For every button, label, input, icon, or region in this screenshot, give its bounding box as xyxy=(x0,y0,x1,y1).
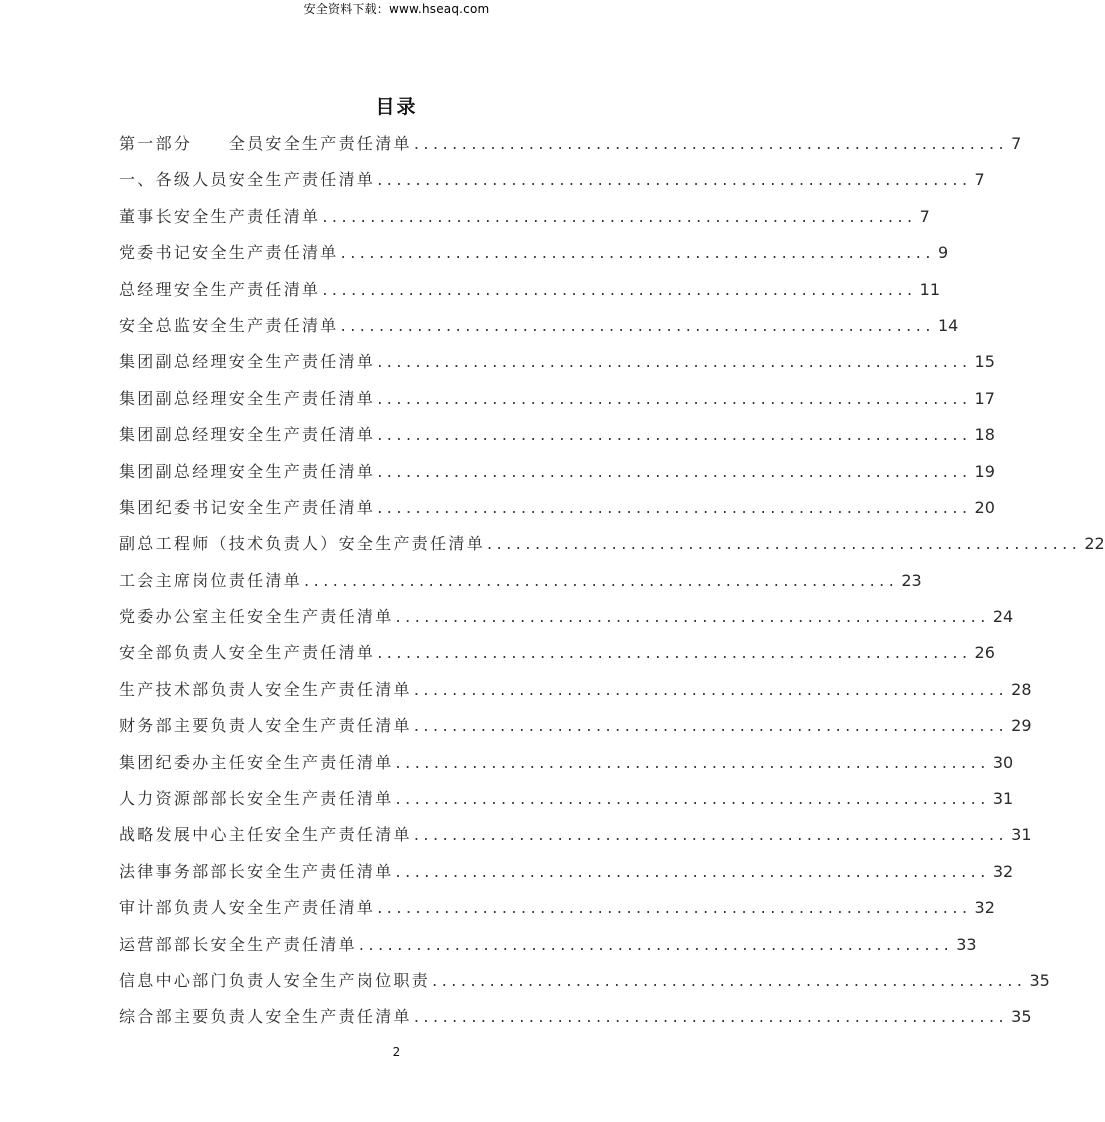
toc-entry-label: 集团副总经理安全生产责任清单 xyxy=(119,388,376,408)
toc-leader-dots: .............................................................. xyxy=(413,679,1009,699)
toc-entry[interactable] xyxy=(119,599,1014,635)
toc-entry-label: 安全总监安全生产责任清单 xyxy=(119,315,339,335)
toc-entry-label: 人力资源部部长安全生产责任清单 xyxy=(119,789,394,809)
toc-leader-dots: .............................................................. xyxy=(377,643,972,663)
toc-entry-page: 11 xyxy=(919,279,940,299)
toc-entry-page: 26 xyxy=(974,643,995,663)
toc-entry-label: 党委书记安全生产责任清单 xyxy=(119,243,339,263)
toc-entry-page: 19 xyxy=(974,461,995,481)
toc-entry[interactable] xyxy=(119,526,1105,562)
toc-leader-dots: .............................................................. xyxy=(395,607,990,627)
toc-leader-dots: .............................................................. xyxy=(304,570,899,590)
toc-entry[interactable] xyxy=(119,854,1014,890)
toc-entry-page: 23 xyxy=(901,570,922,590)
toc-leader-dots: .............................................................. xyxy=(432,970,1027,990)
toc-entry-label: 集团副总经理安全生产责任清单 xyxy=(119,461,376,481)
toc-entry-page: 22 xyxy=(1084,534,1105,554)
toc-entry[interactable] xyxy=(119,126,1022,162)
toc-entry-label: 副总工程师（技术负责人）安全生产责任清单 xyxy=(119,534,486,554)
toc-entry-page: 9 xyxy=(937,243,949,263)
toc-entry[interactable] xyxy=(119,672,1032,708)
toc-entry-label: 集团副总经理安全生产责任清单 xyxy=(119,352,376,372)
toc-entry[interactable] xyxy=(119,490,995,526)
toc-leader-dots: .............................................................. xyxy=(377,352,972,372)
toc-entry[interactable] xyxy=(119,235,949,271)
toc-entry-page: 28 xyxy=(1011,679,1032,699)
toc-entry-label: 审计部负责人安全生产责任清单 xyxy=(119,898,376,918)
toc-entry[interactable] xyxy=(119,999,1032,1035)
toc-entry[interactable] xyxy=(119,381,995,417)
toc-entry[interactable] xyxy=(119,308,959,344)
toc-entry-page: 17 xyxy=(974,388,995,408)
toc-entry-label: 安全部负责人安全生产责任清单 xyxy=(119,643,376,663)
page-number: 2 xyxy=(392,1045,401,1059)
toc-entry[interactable] xyxy=(119,890,995,926)
toc-leader-dots: .............................................................. xyxy=(322,279,917,299)
toc-leader-dots: .............................................................. xyxy=(413,716,1009,736)
toc-leader-dots: .............................................................. xyxy=(377,425,972,445)
toc-entry-page: 24 xyxy=(992,607,1014,627)
toc-entry-page: 31 xyxy=(992,789,1014,809)
toc-entry-label: 信息中心部门负责人安全生产岗位职责 xyxy=(119,970,431,990)
toc-leader-dots: .............................................................. xyxy=(377,461,972,481)
toc-entry[interactable] xyxy=(119,563,922,599)
toc-entry[interactable] xyxy=(119,708,1032,744)
toc-entry[interactable] xyxy=(119,272,940,308)
toc-entry-label: 集团纪委办主任安全生产责任清单 xyxy=(119,752,394,772)
toc-leader-dots: .............................................................. xyxy=(340,315,935,335)
toc-title: 目录 xyxy=(375,96,418,118)
toc-entry-page: 15 xyxy=(974,352,995,372)
toc-leader-dots: .............................................................. xyxy=(413,134,1009,153)
toc-entry[interactable] xyxy=(119,635,995,671)
toc-leader-dots: .............................................................. xyxy=(395,861,990,881)
toc-entry-label: 集团副总经理安全生产责任清单 xyxy=(119,425,376,445)
toc-entry-page: 14 xyxy=(937,315,959,335)
toc-entry-label: 财务部主要负责人安全生产责任清单 xyxy=(119,716,412,736)
toc-entry-page: 32 xyxy=(974,898,995,918)
toc-leader-dots: .............................................................. xyxy=(487,534,1082,554)
toc-entry-label: 董事长安全生产责任清单 xyxy=(119,206,321,226)
toc-entry-label: 战略发展中心主任安全生产责任清单 xyxy=(119,825,412,845)
toc-entry[interactable] xyxy=(119,745,1014,781)
toc-entry-page: 20 xyxy=(974,497,995,517)
toc-entry-page: 35 xyxy=(1029,970,1050,990)
toc-leader-dots: .............................................................. xyxy=(377,170,972,190)
toc-entry[interactable] xyxy=(119,162,985,198)
toc-entry-page: 7 xyxy=(974,170,985,190)
toc-entry-page: 7 xyxy=(1011,134,1022,153)
toc-entry-page: 33 xyxy=(956,934,977,954)
toc-entry[interactable] xyxy=(119,344,995,380)
toc-leader-dots: .............................................................. xyxy=(377,898,972,918)
toc-entry[interactable] xyxy=(119,963,1050,999)
toc-leader-dots: .............................................................. xyxy=(358,934,954,954)
toc-entry-label: 生产技术部负责人安全生产责任清单 xyxy=(119,679,412,699)
toc-leader-dots: .............................................................. xyxy=(395,752,990,772)
toc-entry-page: 29 xyxy=(1011,716,1032,736)
toc-entry-label: 总经理安全生产责任清单 xyxy=(119,279,321,299)
toc-leader-dots: .............................................................. xyxy=(395,789,990,809)
toc-entry-label: 一、各级人员安全生产责任清单 xyxy=(119,170,376,190)
toc-leader-dots: .............................................................. xyxy=(322,206,917,226)
toc-entry-page: 30 xyxy=(992,752,1014,772)
toc-leader-dots: .............................................................. xyxy=(377,388,972,408)
toc-leader-dots: .............................................................. xyxy=(413,1007,1009,1027)
toc-entry-page: 32 xyxy=(992,861,1014,881)
toc-entry[interactable] xyxy=(119,199,930,235)
toc-entry[interactable] xyxy=(119,417,995,453)
toc-entry-label: 运营部部长安全生产责任清单 xyxy=(119,934,357,954)
toc-entry[interactable] xyxy=(119,781,1014,817)
toc-entry-label: 第一部分 全员安全生产责任清单 xyxy=(119,134,412,153)
toc-entry-label: 工会主席岗位责任清单 xyxy=(119,570,303,590)
toc-entry-page: 35 xyxy=(1011,1007,1032,1027)
download-site-header: 安全资料下载：www.hseaq.com xyxy=(303,2,490,16)
toc-entry[interactable] xyxy=(119,454,995,490)
toc-leader-dots: .............................................................. xyxy=(340,243,935,263)
toc-entry[interactable] xyxy=(119,927,977,963)
toc-list xyxy=(119,126,1105,1036)
toc-entry-page: 7 xyxy=(919,206,930,226)
toc-leader-dots: .............................................................. xyxy=(377,497,972,517)
toc-entry-page: 18 xyxy=(974,425,995,445)
toc-entry-label: 集团纪委书记安全生产责任清单 xyxy=(119,497,376,517)
toc-entry-label: 法律事务部部长安全生产责任清单 xyxy=(119,861,394,881)
toc-entry[interactable] xyxy=(119,817,1032,853)
toc-entry-label: 综合部主要负责人安全生产责任清单 xyxy=(119,1007,412,1027)
toc-entry-label: 党委办公室主任安全生产责任清单 xyxy=(119,607,394,627)
toc-entry-page: 31 xyxy=(1011,825,1032,845)
toc-leader-dots: .............................................................. xyxy=(413,825,1009,845)
